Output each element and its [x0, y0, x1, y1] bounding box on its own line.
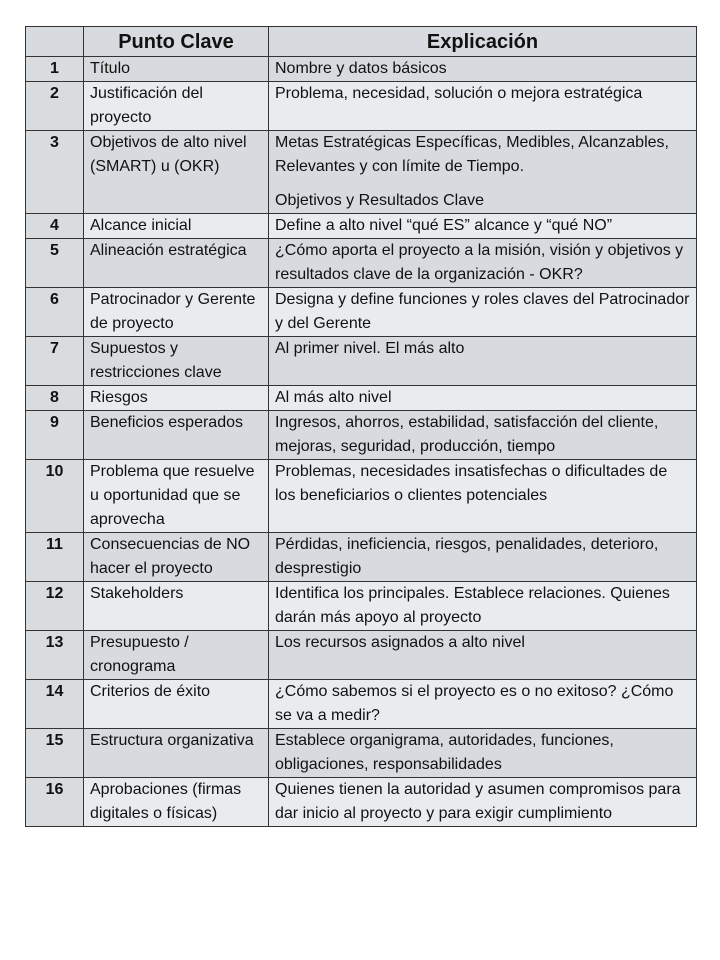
table-row [26, 337, 697, 386]
row-key-point: Supuestos y restricciones clave [84, 337, 269, 386]
row-key-point: Alineación estratégica [84, 239, 269, 288]
explanation-text: Los recursos asignados a alto nivel [275, 634, 525, 651]
explanation-text: ¿Cómo sabemos si el proyecto es o no exitoso? ¿Cómo se va a medir? [275, 683, 674, 724]
row-number: 16 [26, 778, 84, 827]
explanation-text: Ingresos, ahorros, estabilidad, satisfacción del cliente, mejoras, seguridad, producción, tiempo [275, 414, 659, 455]
explanation-text: Pérdidas, ineficiencia, riesgos, penalidades, deterioro, desprestigio [275, 536, 659, 577]
row-key-point: Presupuesto / cronograma [84, 631, 269, 680]
explanation-text: Problema, necesidad, solución o mejora estratégica [275, 85, 643, 102]
table-row [26, 680, 697, 729]
table-row [26, 57, 697, 82]
row-explanation [269, 411, 697, 460]
row-number: 15 [26, 729, 84, 778]
row-number: 13 [26, 631, 84, 680]
explanation-text: Designa y define funciones y roles claves del Patrocinador y del Gerente [275, 291, 690, 332]
table-row [26, 386, 697, 411]
table-row [26, 411, 697, 460]
row-number: 14 [26, 680, 84, 729]
table-row [26, 631, 697, 680]
table-row [26, 239, 697, 288]
row-explanation [269, 631, 697, 680]
table-row [26, 288, 697, 337]
table-row [26, 582, 697, 631]
row-key-point: Criterios de éxito [84, 680, 269, 729]
row-explanation [269, 131, 697, 214]
row-explanation [269, 82, 697, 131]
explanation-text: Quienes tienen la autoridad y asumen compromisos para dar inicio al proyecto y para exigir cumplimiento [275, 781, 681, 822]
row-key-point: Beneficios esperados [84, 411, 269, 460]
row-number: 12 [26, 582, 84, 631]
row-key-point: Alcance inicial [84, 214, 269, 239]
header-explanation: Explicación [269, 27, 697, 57]
explanation-text: Establece organigrama, autoridades, funciones, obligaciones, responsabilidades [275, 732, 614, 773]
explanation-text: ¿Cómo aporta el proyecto a la misión, visión y objetivos y resultados clave de la organización - OKR? [275, 242, 684, 283]
explanation-text: Identifica los principales. Establece relaciones. Quienes darán más apoyo al proyecto [275, 585, 670, 626]
row-explanation [269, 533, 697, 582]
row-key-point: Objetivos de alto nivel (SMART) u (OKR) [84, 131, 269, 214]
table-row [26, 729, 697, 778]
table-body [26, 57, 697, 827]
row-explanation [269, 680, 697, 729]
row-explanation [269, 386, 697, 411]
key-points-table [25, 26, 697, 827]
row-number: 1 [26, 57, 84, 82]
header-key: Punto Clave [84, 27, 269, 57]
row-number: 3 [26, 131, 84, 214]
row-key-point: Problema que resuelve u oportunidad que se aprovecha [84, 460, 269, 533]
row-key-point: Estructura organizativa [84, 729, 269, 778]
row-explanation [269, 460, 697, 533]
row-explanation [269, 582, 697, 631]
row-key-point: Patrocinador y Gerente de proyecto [84, 288, 269, 337]
row-explanation [269, 337, 697, 386]
row-key-point: Riesgos [84, 386, 269, 411]
explanation-text: Al más alto nivel [275, 389, 392, 406]
row-explanation [269, 214, 697, 239]
row-number: 2 [26, 82, 84, 131]
row-explanation [269, 57, 697, 82]
row-number: 5 [26, 239, 84, 288]
row-key-point: Consecuencias de NO hacer el proyecto [84, 533, 269, 582]
table-row [26, 460, 697, 533]
row-explanation [269, 778, 697, 827]
table-row [26, 82, 697, 131]
table-row [26, 214, 697, 239]
row-explanation [269, 288, 697, 337]
explanation-text: Nombre y datos básicos [275, 60, 447, 77]
explanation-extra-text: Objetivos y Resultados Clave [275, 192, 484, 209]
row-key-point: Título [84, 57, 269, 82]
explanation-text: Al primer nivel. El más alto [275, 340, 465, 357]
table-row [26, 778, 697, 827]
explanation-text: Problemas, necesidades insatisfechas o dificultades de los beneficiarios o clientes potenciales [275, 463, 668, 504]
row-number: 9 [26, 411, 84, 460]
row-explanation [269, 239, 697, 288]
row-number: 4 [26, 214, 84, 239]
row-key-point: Aprobaciones (firmas digitales o físicas) [84, 778, 269, 827]
row-number: 8 [26, 386, 84, 411]
table-row [26, 131, 697, 214]
row-number: 10 [26, 460, 84, 533]
explanation-text: Define a alto nivel “qué ES” alcance y “qué NO” [275, 217, 613, 234]
row-number: 6 [26, 288, 84, 337]
explanation-text: Metas Estratégicas Específicas, Medibles, Alcanzables, Relevantes y con límite de Tiempo. [275, 134, 669, 175]
table-row [26, 533, 697, 582]
header-row [26, 27, 697, 57]
row-key-point: Justificación del proyecto [84, 82, 269, 131]
row-key-point: Stakeholders [84, 582, 269, 631]
row-number: 11 [26, 533, 84, 582]
header-num [26, 27, 84, 57]
row-number: 7 [26, 337, 84, 386]
row-explanation [269, 729, 697, 778]
